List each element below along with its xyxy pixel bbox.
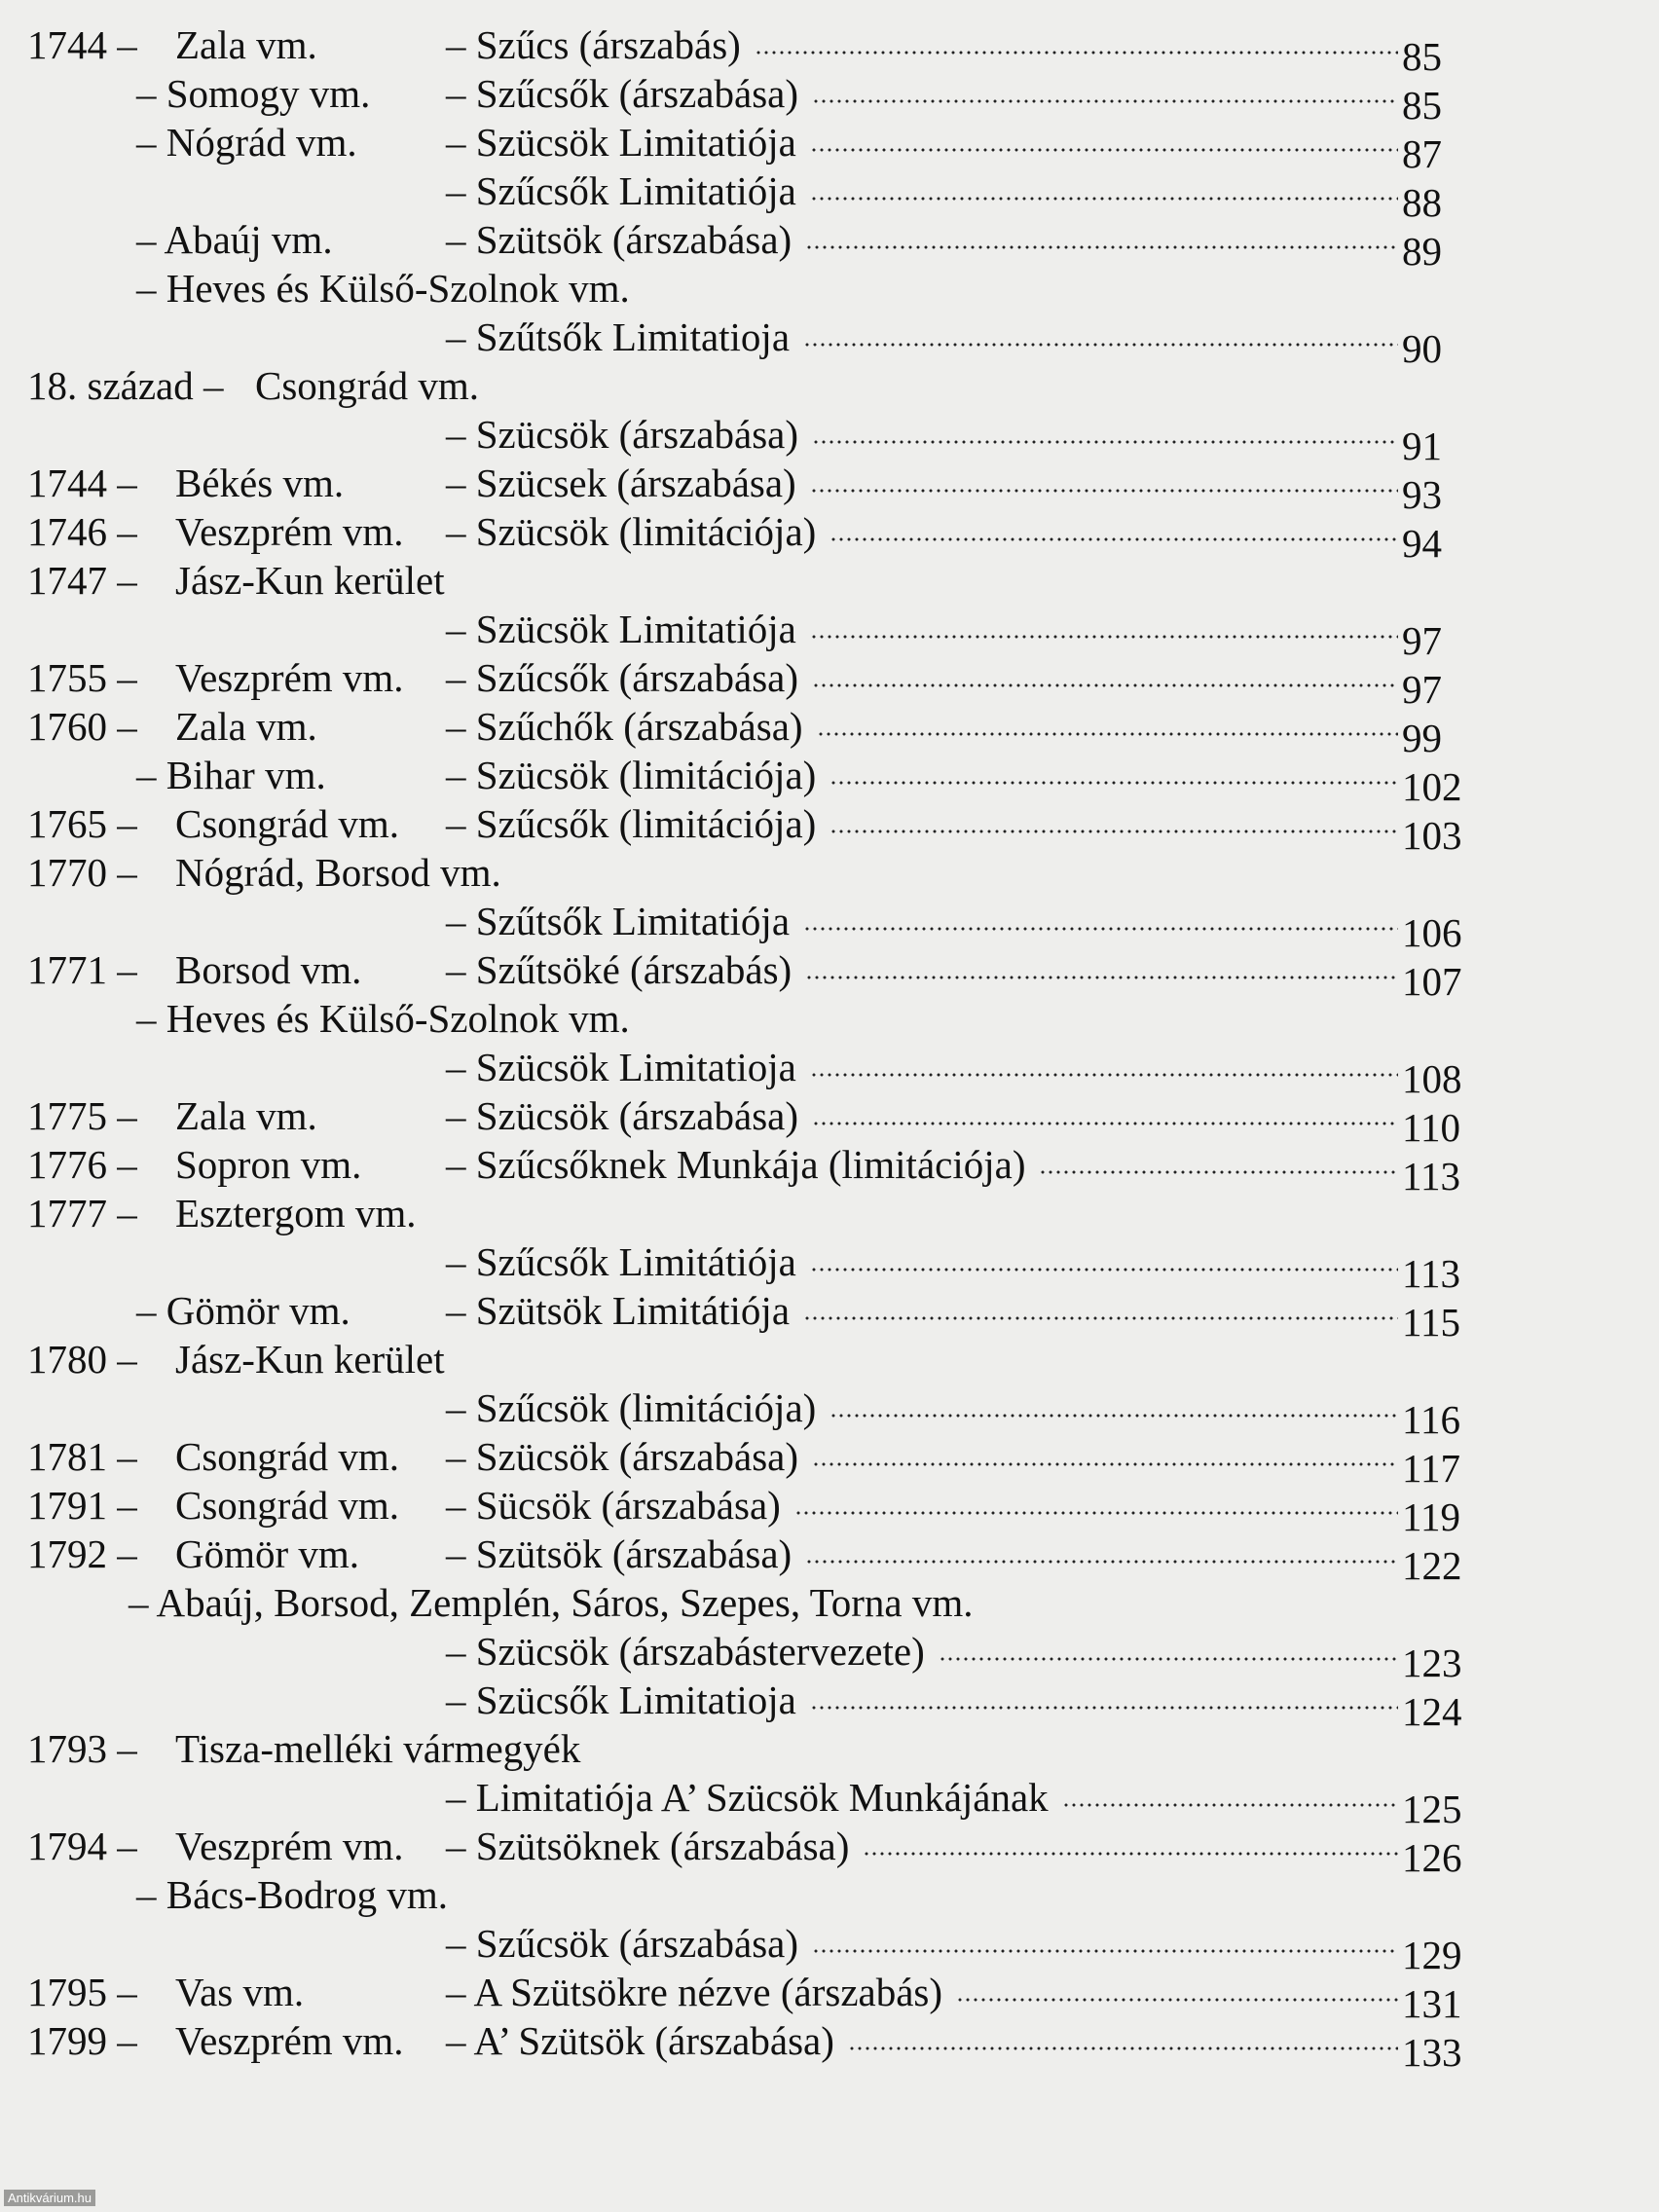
page-number: 123 xyxy=(1402,1641,1462,1685)
toc-entry xyxy=(0,117,1659,176)
entry-title: – Szücsök (árszabása) xyxy=(446,412,799,457)
leader-dots xyxy=(812,99,1398,103)
toc-entry xyxy=(0,1869,1659,1920)
entry-title: – Szücsök (árszabástervezete) xyxy=(446,1629,925,1674)
page-number: 94 xyxy=(1402,521,1442,566)
entry-title: – Szűcsőknek Munkája (limitációja) xyxy=(446,1142,1026,1187)
entry-county: Tisza-melléki vármegyék xyxy=(175,1726,581,1771)
entry-title: – Szücsök Limitatiója xyxy=(446,607,796,651)
entry-county: Nógrád, Borsod vm. xyxy=(175,850,501,895)
page-number: 126 xyxy=(1402,1835,1462,1880)
entry-county: Veszprém vm. xyxy=(175,509,404,554)
leader-dots xyxy=(810,1073,1398,1077)
toc-entry xyxy=(0,19,1659,79)
toc-entry xyxy=(0,1431,1659,1491)
leader-dots xyxy=(812,683,1398,687)
toc-entry xyxy=(0,1675,1659,1734)
entry-title: – Szűchők (árszabása) xyxy=(446,704,803,749)
entry-title: – Szütsök Limitátiója xyxy=(446,1288,791,1333)
entry-title: – Szűtsők Limitatiója xyxy=(446,899,791,943)
entry-county: Borsod vm. xyxy=(175,947,362,992)
entry-title: – Szűcs (árszabás) xyxy=(446,22,741,67)
leader-dots xyxy=(863,1852,1398,1856)
leader-dots xyxy=(803,1316,1398,1320)
entry-title: – Szücsek (árszabása) xyxy=(446,461,796,505)
entry-county: Csongrád vm. xyxy=(175,1483,400,1528)
entry-title: – Sücsök (árszabása) xyxy=(446,1483,781,1528)
entry-title: – Limitatiója A’ Szücsök Munkájának xyxy=(446,1775,1049,1820)
entry-county: Jász-Kun kerület xyxy=(175,1337,445,1382)
toc-entry xyxy=(0,701,1659,760)
entry-title: – Szücsök (limitációja) xyxy=(446,753,817,797)
leader-dots xyxy=(939,1657,1398,1661)
toc-entry xyxy=(0,847,1659,898)
entry-title: – Szűtsők Limitatioja xyxy=(446,314,791,359)
leader-dots xyxy=(805,1560,1398,1564)
toc-entry xyxy=(0,1480,1659,1539)
entry-year: 1792 – xyxy=(27,1531,137,1576)
entry-year: 1747 – xyxy=(27,558,137,603)
entry-year: 1771 – xyxy=(27,947,137,992)
leader-dots xyxy=(812,1122,1398,1125)
toc-entry xyxy=(0,1382,1659,1442)
page-number: 119 xyxy=(1402,1494,1460,1539)
toc-entry xyxy=(0,458,1659,517)
entry-year: 1744 – xyxy=(27,22,137,67)
page-number: 102 xyxy=(1402,764,1462,809)
page-number: 124 xyxy=(1402,1689,1462,1734)
entry-title: – Szücsök (árszabása) xyxy=(446,1093,799,1138)
toc-entry xyxy=(0,1723,1659,1774)
page-number: 106 xyxy=(1402,910,1462,955)
page-number: 103 xyxy=(1402,813,1462,858)
toc-entry xyxy=(0,214,1659,274)
entry-year: 18. század – xyxy=(27,363,224,408)
toc-entry xyxy=(0,166,1659,225)
leader-dots xyxy=(803,343,1398,347)
leader-dots xyxy=(812,440,1398,444)
toc-entry xyxy=(0,555,1659,606)
leader-dots xyxy=(805,245,1398,249)
toc-entry xyxy=(0,1967,1659,2026)
toc-entry xyxy=(0,1772,1659,1831)
page-number: 88 xyxy=(1402,180,1442,225)
entry-title: – Szűcsők (limitációja) xyxy=(446,801,817,846)
entry-county: – Heves és Külső-Szolnok vm. xyxy=(136,266,630,311)
page-number: 85 xyxy=(1402,83,1442,128)
entry-title: – Szűcsők Limitátiója xyxy=(446,1239,796,1284)
toc-entry xyxy=(0,604,1659,663)
page-number: 113 xyxy=(1402,1251,1460,1296)
leader-dots xyxy=(812,1462,1398,1466)
page-number: 85 xyxy=(1402,34,1442,79)
page-number: 89 xyxy=(1402,229,1442,274)
entry-county: – Somogy vm. xyxy=(136,71,371,116)
entry-title: – Szücsök (árszabása) xyxy=(446,1434,799,1479)
entry-county: – Bács-Bodrog vm. xyxy=(136,1872,448,1917)
entry-title: – Szütsök (árszabása) xyxy=(446,217,793,262)
entry-title: – A’ Szütsök (árszabása) xyxy=(446,2018,834,2063)
leader-dots xyxy=(830,1414,1398,1418)
page-number: 116 xyxy=(1402,1397,1460,1442)
toc-entry xyxy=(0,312,1659,371)
toc-entry xyxy=(0,993,1659,1044)
entry-title: – Szűtsöké (árszabás) xyxy=(446,947,793,992)
toc-entry xyxy=(0,652,1659,712)
toc-entry xyxy=(0,798,1659,858)
entry-county: Csongrád vm. xyxy=(175,801,400,846)
entry-year: 1746 – xyxy=(27,509,137,554)
page-number: 90 xyxy=(1402,326,1442,371)
entry-county: – Nógrád vm. xyxy=(136,120,357,165)
page-number: 108 xyxy=(1402,1056,1462,1101)
toc-entry xyxy=(0,1090,1659,1150)
entry-county: Zala vm. xyxy=(175,1093,317,1138)
page-number: 125 xyxy=(1402,1787,1462,1831)
page-number: 131 xyxy=(1402,1981,1462,2026)
page-number: 99 xyxy=(1402,716,1442,760)
leader-dots xyxy=(848,2046,1398,2050)
entry-year: 1799 – xyxy=(27,2018,137,2063)
entry-year: 1744 – xyxy=(27,461,137,505)
leader-dots xyxy=(755,51,1398,55)
entry-county: – Abaúj, Borsod, Zemplén, Sáros, Szepes, Torna vm. xyxy=(129,1580,974,1625)
toc-entry xyxy=(0,1334,1659,1384)
entry-year: 1776 – xyxy=(27,1142,137,1187)
leader-dots xyxy=(794,1511,1398,1515)
entry-title: – Szütsöknek (árszabása) xyxy=(446,1824,850,1868)
entry-year: 1793 – xyxy=(27,1726,137,1771)
toc-entry xyxy=(0,750,1659,809)
toc-entry xyxy=(0,1626,1659,1685)
entry-county: Sopron vm. xyxy=(175,1142,362,1187)
page-number: 117 xyxy=(1402,1446,1460,1491)
toc-entry xyxy=(0,409,1659,468)
toc-entry xyxy=(0,1577,1659,1628)
entry-year: 1755 – xyxy=(27,655,137,700)
entry-title: – Szütsök (árszabása) xyxy=(446,1531,793,1576)
leader-dots xyxy=(1062,1803,1398,1807)
entry-county: Jász-Kun kerület xyxy=(175,558,445,603)
entry-year: 1770 – xyxy=(27,850,137,895)
toc-entry xyxy=(0,1285,1659,1345)
page-number: 133 xyxy=(1402,2030,1462,2075)
leader-dots xyxy=(805,976,1398,979)
toc-entry xyxy=(0,1236,1659,1296)
toc-entry xyxy=(0,263,1659,313)
leader-dots xyxy=(1039,1170,1398,1174)
entry-county: Veszprém vm. xyxy=(175,2018,404,2063)
entry-county: – Bihar vm. xyxy=(136,753,326,797)
toc-entry xyxy=(0,68,1659,128)
leader-dots xyxy=(830,830,1398,833)
entry-county: Csongrád vm. xyxy=(255,363,480,408)
leader-dots xyxy=(810,1706,1398,1710)
entry-title: – Szűcsök (árszabása) xyxy=(446,1921,799,1966)
toc-entry xyxy=(0,896,1659,955)
page-number: 110 xyxy=(1402,1105,1460,1150)
toc-entry xyxy=(0,1821,1659,1880)
toc-entry xyxy=(0,1188,1659,1238)
toc-entry xyxy=(0,1529,1659,1588)
leader-dots xyxy=(812,1949,1398,1953)
leader-dots xyxy=(817,732,1398,736)
leader-dots xyxy=(830,537,1398,541)
entry-county: – Gömör vm. xyxy=(136,1288,350,1333)
entry-title: – Szűcsök (limitációja) xyxy=(446,1385,817,1430)
toc-entry xyxy=(0,506,1659,566)
entry-year: 1780 – xyxy=(27,1337,137,1382)
page-number: 113 xyxy=(1402,1154,1460,1198)
page-number: 93 xyxy=(1402,472,1442,517)
entry-title: – A Szütsökre nézve (árszabás) xyxy=(446,1970,943,2014)
page-number: 97 xyxy=(1402,618,1442,663)
entry-year: 1765 – xyxy=(27,801,137,846)
toc-entry xyxy=(0,1042,1659,1101)
entry-county: – Abaúj vm. xyxy=(136,217,333,262)
page-number: 115 xyxy=(1402,1300,1460,1345)
entry-year: 1795 – xyxy=(27,1970,137,2014)
toc-entry xyxy=(0,2015,1659,2075)
entry-year: 1781 – xyxy=(27,1434,137,1479)
leader-dots xyxy=(810,197,1398,201)
entry-county: Csongrád vm. xyxy=(175,1434,400,1479)
leader-dots xyxy=(810,148,1398,152)
toc-entry xyxy=(0,360,1659,411)
page-number: 87 xyxy=(1402,131,1442,176)
leader-dots xyxy=(956,1998,1398,2002)
entry-year: 1794 – xyxy=(27,1824,137,1868)
leader-dots xyxy=(810,1268,1398,1272)
entry-county: Zala vm. xyxy=(175,704,317,749)
entry-title: – Szücsök Limitatiója xyxy=(446,120,796,165)
entry-county: Vas vm. xyxy=(175,1970,305,2014)
entry-county: Esztergom vm. xyxy=(175,1191,417,1235)
toc-entry xyxy=(0,1139,1659,1198)
entry-title: – Szűcsők (árszabása) xyxy=(446,71,799,116)
entry-county: Veszprém vm. xyxy=(175,655,404,700)
entry-title: – Szücsők Limitatioja xyxy=(446,1677,796,1722)
toc-entry xyxy=(0,944,1659,1004)
entry-county: Veszprém vm. xyxy=(175,1824,404,1868)
leader-dots xyxy=(803,927,1398,931)
toc-entry xyxy=(0,1918,1659,1977)
leader-dots xyxy=(810,489,1398,493)
leader-dots xyxy=(810,635,1398,639)
watermark: Antikvárium.hu xyxy=(4,2190,95,2206)
page-number: 122 xyxy=(1402,1543,1462,1588)
page-number: 91 xyxy=(1402,424,1442,468)
entry-county: Békés vm. xyxy=(175,461,345,505)
entry-title: – Szücsök Limitatioja xyxy=(446,1045,796,1089)
entry-year: 1775 – xyxy=(27,1093,137,1138)
entry-county: – Heves és Külső-Szolnok vm. xyxy=(136,996,630,1041)
page-number: 97 xyxy=(1402,667,1442,712)
page-number: 129 xyxy=(1402,1933,1462,1977)
entry-year: 1760 – xyxy=(27,704,137,749)
entry-title: – Szücsök (limitációja) xyxy=(446,509,817,554)
entry-county: Zala vm. xyxy=(175,22,317,67)
entry-title: – Szűcsők Limitatiója xyxy=(446,168,796,213)
page-number: 107 xyxy=(1402,959,1462,1004)
entry-year: 1791 – xyxy=(27,1483,137,1528)
entry-county: Gömör vm. xyxy=(175,1531,360,1576)
entry-title: – Szűcsők (árszabása) xyxy=(446,655,799,700)
leader-dots xyxy=(830,781,1398,785)
entry-year: 1777 – xyxy=(27,1191,137,1235)
